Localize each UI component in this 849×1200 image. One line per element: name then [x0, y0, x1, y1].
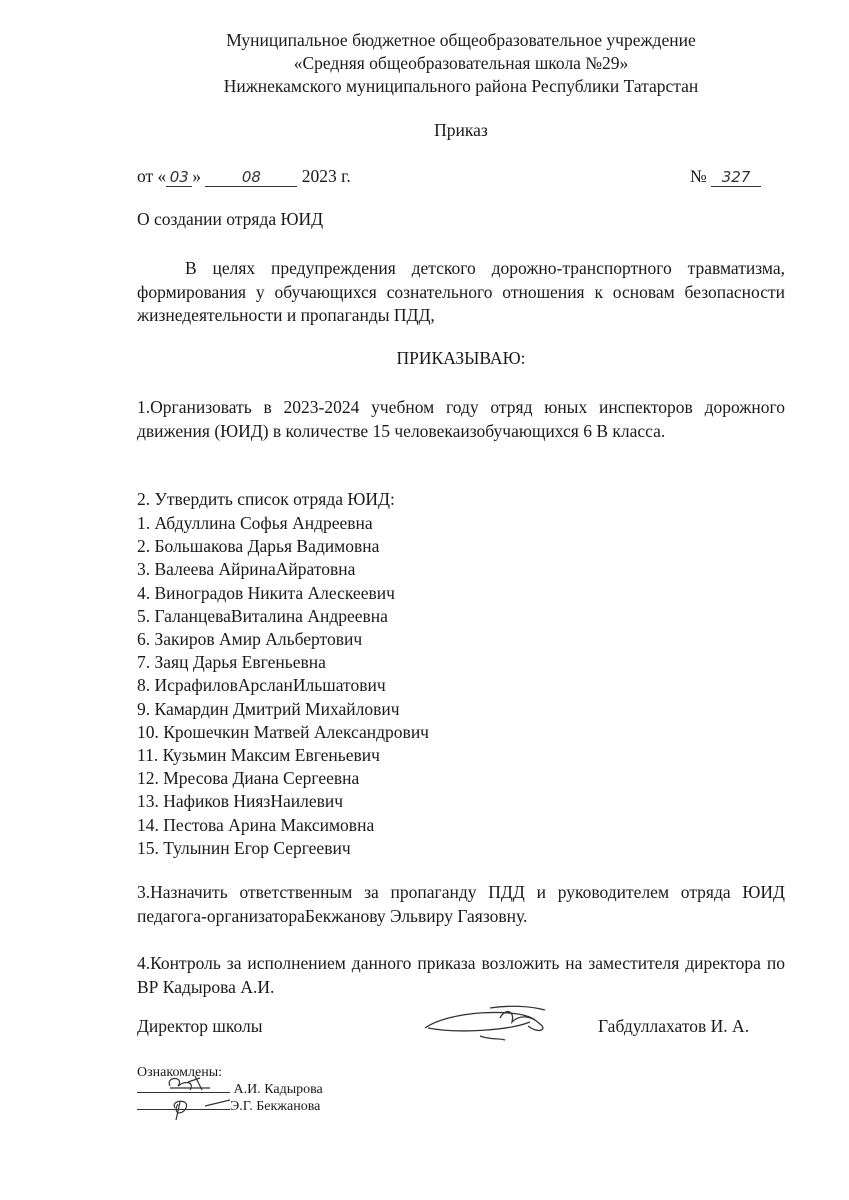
date-month: 08 [205, 168, 297, 187]
list-item: 11. Кузьмин Максим Евгеньевич [137, 745, 380, 766]
acquainted-name: Э.Г. Бекжанова [230, 1099, 321, 1114]
date-day: 03 [166, 168, 192, 187]
date-prefix: от « [137, 166, 167, 186]
preamble: В целях предупреждения детского дорожно-транспортного травматизма, формирования у обучающихся сознательного отношения к основам безопасности жизнедеятельности и пропаганды ПДД, [137, 258, 785, 325]
date-mid: » [192, 166, 202, 186]
list-item: 14. Пестова Арина Максимовна [137, 814, 375, 835]
school-header [137, 29, 785, 98]
list-item: 15. Тулынин Егор Сергеевич [137, 837, 351, 858]
header-line-2: «Средняя общеобразовательная школа №29» [293, 53, 629, 73]
header-line-3: Нижнекамского муниципального района Республики Татарстан [223, 76, 699, 96]
list-item: 1. Абдуллина Софья Андреевна [137, 513, 373, 533]
member-list [137, 512, 785, 860]
director-name: Габдуллахатов И. А. [598, 1016, 750, 1036]
number-value: 327 [711, 168, 761, 187]
list-item: 13. Нафиков НиязНаилевич [137, 791, 344, 812]
list-item: 5. ГаланцеваВиталина Андреевна [137, 605, 388, 626]
list-item: 3. Валеева АйринаАйратовна [137, 559, 356, 580]
order-word: ПРИКАЗЫВАЮ: [396, 348, 526, 368]
director-signature [420, 1000, 560, 1045]
list-item: 12. Мресова Диана Сергеевна [137, 768, 360, 789]
acquaintance-signatures [160, 1074, 240, 1122]
list-item: 7. Заяц Дарья Евгеньевна [137, 652, 326, 673]
list-item: 6. Закиров Амир Альбертович [137, 629, 363, 650]
director-title: Директор школы [137, 1016, 263, 1036]
document-type: Приказ [434, 120, 488, 140]
list-item: 8. ИсрафиловАрсланИльшатович [137, 675, 386, 696]
order-subject: О создании отряда ЮИД [137, 209, 324, 229]
list-item: 10. Крошечкин Матвей Александрович [137, 721, 429, 742]
acquainted-name: А.И. Кадырова [233, 1082, 323, 1097]
number-label: № [690, 166, 707, 186]
order-number [690, 166, 761, 187]
list-item: 4. Виноградов Никита Алескеевич [137, 582, 395, 603]
item-1: 1.Организовать в 2023-2024 учебном году отряд юных инспекторов дорожного движения (ЮИД) в количестве 15 человекаизобучающихся 6 В класса. [137, 397, 785, 441]
date-line [137, 166, 785, 187]
acquainted-label: Ознакомлены: [137, 1065, 223, 1080]
item-2-heading: 2. Утвердить список отряда ЮИД: [137, 489, 395, 509]
header-line-1: Муниципальное бюджетное общеобразовательное учреждение [226, 30, 696, 50]
item-4: 4.Контроль за исполнением данного приказа возложить на заместителя директора по ВР Кадырова А.И. [137, 953, 785, 997]
date-year: 2023 г. [301, 166, 351, 186]
item-3: 3.Назначить ответственным за пропаганду ПДД и руководителем отряда ЮИД педагога-организатораБекжанову Эльвиру Гаязовну. [137, 882, 785, 926]
list-item: 2. Большакова Дарья Вадимовна [137, 536, 380, 557]
list-item: 9. Камардин Дмитрий Михайлович [137, 698, 400, 719]
